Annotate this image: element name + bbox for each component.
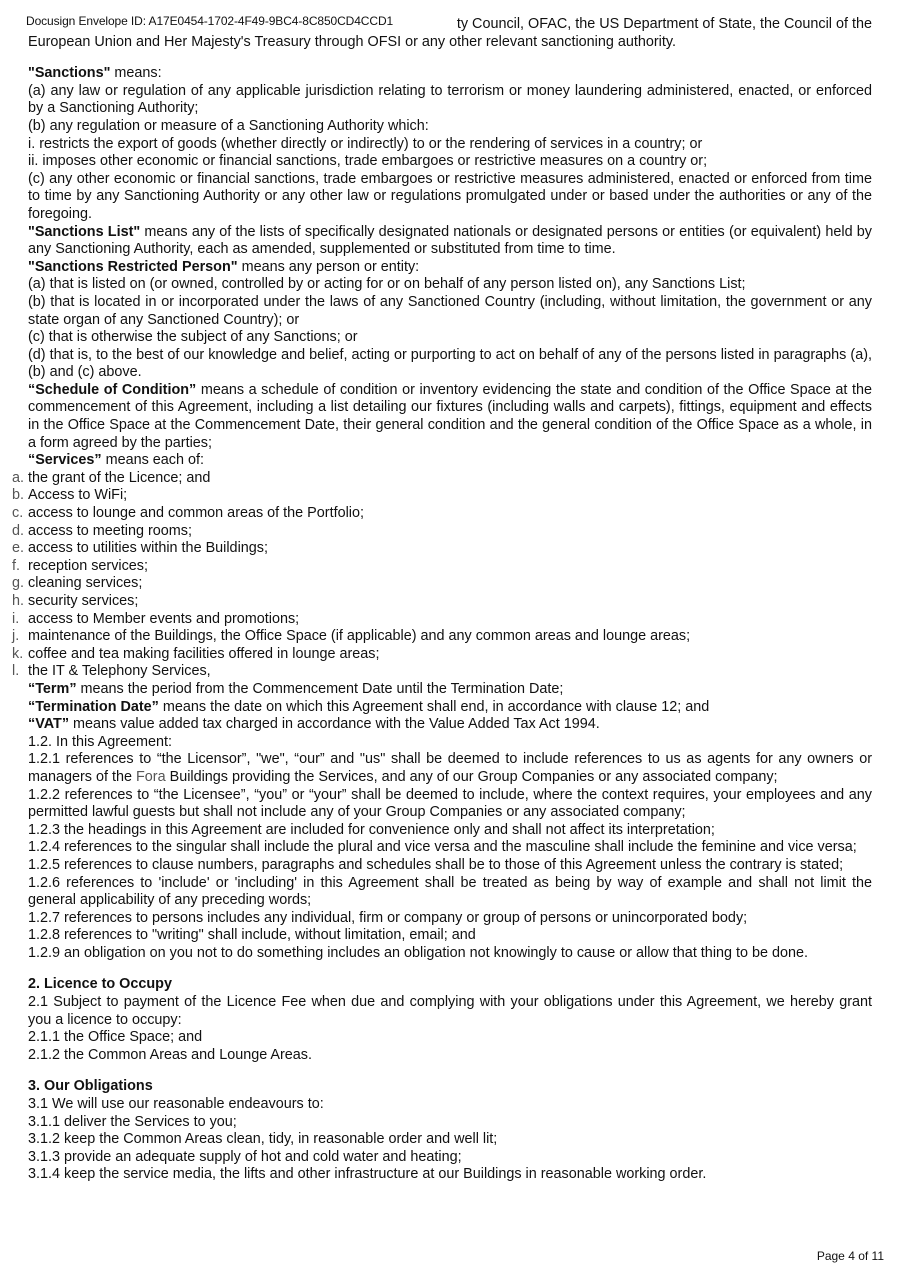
list-item: b. Access to WiFi;: [12, 487, 128, 504]
sanctions-list-definition: "Sanctions List" means any of the lists of specifically designated nationals or designated persons or entities (or equivalent) held by any Sanctioning Authority, each as amended, supplemented or substituted from time to time.: [28, 223, 872, 258]
list-marker: j.: [12, 628, 20, 645]
restricted-definition: "Sanctions Restricted Person" means any person or entity:: [28, 258, 420, 275]
section-heading-licence: 2. Licence to Occupy: [28, 976, 172, 993]
list-marker: f.: [12, 557, 20, 574]
clause-1-2-2: 1.2.2 references to “the Licensee”, “you” or “your” shall be deemed to include, where the context requires, your employees and any permitted lawful guests but shall not include any of your Group Companies or any associated company;: [28, 786, 872, 821]
restricted-a: (a) that is listed on (or owned, controlled by or acting for or on behalf of any person listed on), any Sanctions List;: [28, 276, 746, 293]
sanctions-a: (a) any law or regulation of any applicable jurisdiction relating to terrorism or money laundering administered, enacted, or enforced by a Sanctioning Authority;: [28, 82, 872, 117]
clause-1-2-9: 1.2.9 an obligation on you not to do something includes an obligation not knowingly to cause or allow that thing to be done.: [28, 944, 809, 961]
list-item: h. security services;: [12, 593, 139, 609]
clause-1-2-4: 1.2.4 references to the singular shall include the plural and vice versa and the masculine shall include the feminine and vice versa;: [28, 839, 857, 856]
list-item: j. maintenance of the Buildings, the Office Space (if applicable) and any common areas and lounge areas;: [12, 628, 691, 645]
restricted-d: (d) that is, to the best of our knowledge and belief, acting or purporting to act on behalf of any of the persons listed in paragraphs (a), (b) and (c) above.: [28, 346, 872, 381]
sanctions-ii: ii. imposes other economic or financial sanctions, trade embargoes or restrictive measures on a country or;: [28, 153, 708, 170]
clause-1-2-5: 1.2.5 references to clause numbers, paragraphs and schedules shall be to those of this Agreement unless the contrary is stated;: [28, 856, 844, 873]
clause-1-2-6: 1.2.6 references to 'include' or 'including' in this Agreement shall be treated as being by way of example and shall not limit the general applicability of any preceding words;: [28, 874, 872, 909]
clause-3-1: 3.1 We will use our reasonable endeavours to:: [28, 1096, 324, 1113]
clause-3-1-3: 3.1.3 provide an adequate supply of hot and cold water and heating;: [28, 1148, 462, 1165]
list-item: d. access to meeting rooms;: [12, 522, 192, 539]
restricted-b: (b) that is located in or incorporated under the laws of any Sanctioned Country (including, without limitation, the government or any state organ of any Sanctioned Country); or: [28, 293, 872, 328]
schedule-definition: “Schedule of Condition” means a schedule of condition or inventory evidencing the state and condition of the Office Space at the commencement of this Agreement, including a list detailing our fixtures (including walls and carpets), fittings, equipment and effects in the Office Space at the Commencement Date, their general condition and the general condition of the Office Space as a whole, in a form agreed by the parties;: [28, 381, 872, 451]
envelope-id: Docusign Envelope ID: A17E0454-1702-4F49-9BC4-8C850CD4CCD1: [26, 14, 397, 28]
list-marker: a.: [12, 469, 25, 486]
list-item: c. access to lounge and common areas of the Portfolio;: [12, 505, 364, 522]
clause-1-2-8: 1.2.8 references to "writing" shall include, without limitation, email; and: [28, 927, 476, 944]
list-marker: d.: [12, 522, 25, 539]
sanctions-i: i. restricts the export of goods (whether directly or indirectly) to or the rendering of services in a country; or: [28, 135, 703, 152]
list-marker: e.: [12, 540, 25, 557]
clause-1-2-7: 1.2.7 references to persons includes any individual, firm or company or group of persons or unincorporated body;: [28, 909, 748, 926]
list-marker: g.: [12, 575, 25, 592]
restricted-c: (c) that is otherwise the subject of any Sanctions; or: [28, 329, 358, 346]
section-heading-obligations: 3. Our Obligations: [28, 1078, 153, 1095]
services-definition: “Services” means each of:: [28, 452, 205, 469]
list-marker: b.: [12, 487, 25, 504]
list-marker: i.: [12, 610, 20, 627]
document-body: [12, 16, 872, 1184]
clause-2-1-2: 2.1.2 the Common Areas and Lounge Areas.: [28, 1046, 313, 1063]
sanctions-b: (b) any regulation or measure of a Sanctioning Authority which:: [28, 117, 429, 134]
list-item: g. cleaning services;: [12, 575, 143, 592]
list-marker: l.: [12, 663, 20, 680]
intro-tail: European Union and Her Majesty's Treasury through OFSI or any other relevant sanctioning authority.: [28, 33, 676, 50]
intro-line: ty Council, OFAC, the US Department of State, the Council of the: [456, 16, 872, 32]
list-marker: c.: [12, 505, 24, 522]
clause-1-2-3: 1.2.3 the headings in this Agreement are included for convenience only and shall not affect its interpretation;: [28, 821, 715, 838]
interpretation-lead: 1.2. In this Agreement:: [28, 733, 172, 750]
clause-2-1: 2.1 Subject to payment of the Licence Fee when due and complying with your obligations under this Agreement, we hereby grant you a licence to occupy:: [28, 994, 872, 1028]
list-item: a. the grant of the Licence; and: [12, 469, 211, 486]
list-marker: k.: [12, 645, 24, 662]
services-list: [12, 469, 872, 681]
sanctions-c: (c) any other economic or financial sanctions, trade embargoes or restrictive measures administered, enacted or enforced from time to time by any Sanctioning Authority or any other law or regulations promulgated under or based under the authorities or any of the foregoing.: [28, 170, 872, 222]
list-item: k. coffee and tea making facilities offered in lounge areas;: [12, 645, 380, 662]
page-number: Page 4 of 11: [816, 1249, 884, 1263]
clause-3-1-2: 3.1.2 keep the Common Areas clean, tidy, in reasonable order and well lit;: [28, 1131, 498, 1148]
sanctions-definition: "Sanctions" means:: [28, 65, 162, 82]
clause-2-1-1: 2.1.1 the Office Space; and: [28, 1029, 203, 1046]
clause-1-2-1: 1.2.1 references to “the Licensor”, "we", “our” and "us" shall be deemed to include references to us as agents for any owners or managers of the Fora Buildings providing the Services, and any of our Group Companies or any associated company;: [28, 751, 872, 785]
list-item: l. the IT & Telephony Services,: [12, 663, 211, 680]
list-marker: h.: [12, 593, 25, 609]
list-item: e. access to utilities within the Buildings;: [12, 540, 268, 557]
termination-definition: “Termination Date” means the date on which this Agreement shall end, in accordance with clause 12; and: [28, 698, 710, 715]
clause-3-1-1: 3.1.1 deliver the Services to you;: [28, 1113, 237, 1130]
vat-definition: “VAT” means value added tax charged in accordance with the Value Added Tax Act 1994.: [28, 716, 600, 733]
clause-3-1-4: 3.1.4 keep the service media, the lifts and other infrastructure at our Buildings in reasonable working order.: [28, 1166, 707, 1183]
list-item: i. access to Member events and promotions;: [12, 610, 300, 627]
term-definition: “Term” means the period from the Commencement Date until the Termination Date;: [28, 680, 564, 697]
list-item: f. reception services;: [12, 557, 148, 574]
